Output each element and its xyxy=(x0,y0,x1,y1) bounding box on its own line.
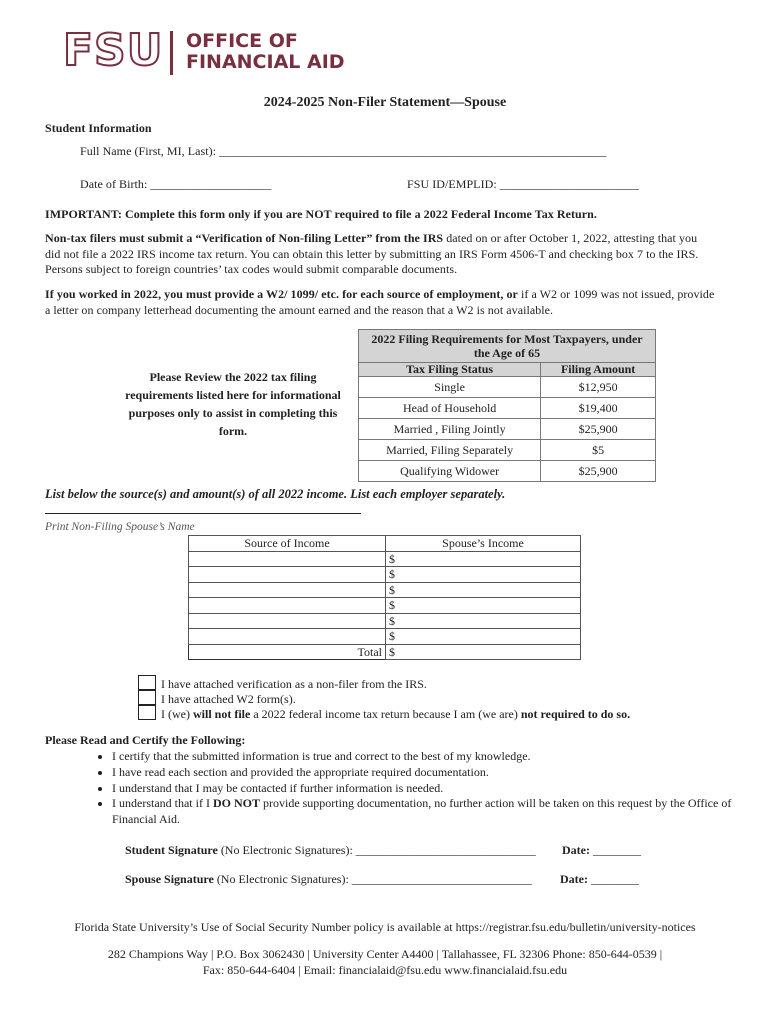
list-item: • I understand that I may be contacted if further information is needed. xyxy=(112,781,737,797)
filing-amount: $19,400 xyxy=(541,398,656,419)
amount-input[interactable] xyxy=(386,567,581,583)
total-amount[interactable] xyxy=(386,644,581,660)
student-signature-label: Student Signature xyxy=(125,843,218,857)
filing-amount: $25,900 xyxy=(541,419,656,440)
currency-symbol: $ xyxy=(389,644,395,659)
filing-requirements-table xyxy=(358,329,656,482)
table-row xyxy=(189,567,581,583)
col-spouse-income: Spouse’s Income xyxy=(386,536,581,552)
currency-symbol: $ xyxy=(389,551,395,566)
filing-status: Qualifying Widower xyxy=(359,461,541,482)
amount-input[interactable] xyxy=(386,551,581,567)
important-text: : Complete this form only if you are NOT required to file a 2022 Federal Income Tax Return. xyxy=(117,207,597,221)
fsu-id-field[interactable]: FSU ID/EMPLID: _______________________ xyxy=(407,177,639,191)
non-tax-rest: dated on or after October 1, 2022, attesting that you did not file a 2022 IRS income tax return. You can obtain this letter by submitting an IRS Form 4506-T and checking box 7 to the IRS. Persons subject to foreign countries’ tax codes would submit comparable documents. xyxy=(45,231,699,276)
worked-paragraph xyxy=(45,287,715,318)
filing-status: Married, Filing Separately xyxy=(359,440,541,461)
source-input[interactable] xyxy=(189,567,386,583)
important-label: IMPORTANT xyxy=(45,207,118,221)
certify-last-c: provide supporting documentation, no further action will be taken on this request by the Office of Financial Aid. xyxy=(112,796,732,827)
checkbox-label-c: a 2022 federal income tax return because I am (we are) xyxy=(250,707,521,721)
review-note: Please Review the 2022 tax filing requirements listed here for informational purposes only to assist in completing this form. xyxy=(125,370,341,438)
student-signature-row xyxy=(125,843,536,858)
requirements-title: 2022 Filing Requirements for Most Taxpayers, under the Age of 65 xyxy=(359,330,656,363)
col-source-of-income: Source of Income xyxy=(189,536,386,552)
no-esig-note: (No Electronic Signatures): xyxy=(217,843,356,857)
office-name-line1: OFFICE OF xyxy=(186,30,298,52)
form-title: 2024-2025 Non-Filer Statement—Spouse xyxy=(263,95,507,110)
certify-heading: Please Read and Certify the Following: xyxy=(45,733,246,747)
student-signature-field[interactable]: ______________________________ xyxy=(355,843,536,857)
fsu-logo-mark: FSU xyxy=(63,25,164,76)
currency-symbol: $ xyxy=(389,629,395,644)
office-address: 282 Champions Way | P.O. Box 3062430 | University Center A4400 | Tallahassee, FL 32306 Phone: 850-644-0539 | xyxy=(107,947,663,961)
office-name-line2: FINANCIAL AID xyxy=(186,51,345,73)
ssn-policy-note: Florida State University’s Use of Social Security Number policy is available at https://registrar.fsu.edu/bulletin/university-notices xyxy=(74,920,696,934)
spouse-date-row xyxy=(560,872,639,887)
source-input[interactable] xyxy=(189,598,386,614)
table-row xyxy=(189,582,581,598)
date-label: Date: xyxy=(560,872,588,886)
spouse-date-field[interactable]: ________ xyxy=(587,872,639,886)
filing-amount: $5 xyxy=(541,440,656,461)
office-name xyxy=(186,31,345,73)
logo-divider xyxy=(170,31,173,75)
full-name-field[interactable]: Full Name (First, MI, Last): ________________________________________________________________ xyxy=(80,144,607,158)
non-tax-bold: Non-tax filers must submit a “Verification of Non-filing Letter” from the IRS xyxy=(45,231,444,245)
filing-amount: $12,950 xyxy=(541,377,656,398)
table-row xyxy=(189,551,581,567)
currency-symbol: $ xyxy=(389,598,395,613)
filing-status: Single xyxy=(359,377,541,398)
worked-rest: if a W2 or 1099 was not issued, provide a letter on company letterhead documenting the amount earned and the reason that a W2 is not available. xyxy=(45,287,715,317)
student-date-field[interactable]: ________ xyxy=(589,843,641,857)
table-row xyxy=(189,629,581,645)
certify-last-a: I understand that if I xyxy=(112,796,213,811)
table-row xyxy=(189,613,581,629)
non-tax-paragraph xyxy=(45,231,715,278)
amount-input[interactable] xyxy=(386,598,581,614)
certify-list xyxy=(92,749,737,828)
list-item xyxy=(112,796,737,828)
print-spouse-name-label: Print Non-Filing Spouse’s Name xyxy=(45,521,195,533)
date-of-birth-field[interactable]: Date of Birth: ____________________ xyxy=(80,177,272,191)
checkbox-label-d: not required to do so. xyxy=(520,707,631,721)
student-info-heading: Student Information xyxy=(45,121,152,135)
irs-verification-checkbox[interactable] xyxy=(138,675,156,690)
source-input[interactable] xyxy=(189,629,386,645)
col-tax-filing-status: Tax Filing Status xyxy=(359,363,541,377)
spouse-signature-row xyxy=(125,872,532,887)
filing-status: Head of Household xyxy=(359,398,541,419)
list-item: • I have read each section and provided the appropriate required documentation. xyxy=(112,765,737,781)
list-item: • I certify that the submitted information is true and correct to the best of my knowledge. xyxy=(112,749,737,765)
student-date-row xyxy=(562,843,641,858)
currency-symbol: $ xyxy=(389,582,395,597)
no-esig-note: (No Electronic Signatures): xyxy=(213,872,352,886)
will-not-file-checkbox[interactable] xyxy=(138,705,156,720)
date-label: Date: xyxy=(562,843,590,857)
spouse-signature-field[interactable]: ______________________________ xyxy=(351,872,532,886)
checkbox-label: I have attached verification as a non-filer from the IRS. xyxy=(161,677,427,691)
worked-bold: If you worked in 2022, you must provide a W2/ 1099/ etc. for each source of employment, or xyxy=(45,287,518,301)
income-list-heading: List below the source(s) and amount(s) of all 2022 income. List each employer separately. xyxy=(45,487,506,501)
amount-input[interactable] xyxy=(386,613,581,629)
income-table xyxy=(188,535,581,660)
table-row xyxy=(189,598,581,614)
source-input[interactable] xyxy=(189,582,386,598)
certify-last-b: DO NOT xyxy=(212,796,260,811)
checkbox-label: I have attached W2 form(s). xyxy=(161,692,296,706)
total-label: Total xyxy=(357,644,382,659)
checkbox-row-not-file xyxy=(138,705,630,722)
amount-input[interactable] xyxy=(386,629,581,645)
office-contact: Fax: 850-644-6404 | Email: financialaid@fsu.edu www.financialaid.fsu.edu xyxy=(202,963,568,977)
source-input[interactable] xyxy=(189,551,386,567)
spouse-signature-label: Spouse Signature xyxy=(125,872,214,886)
filing-amount: $25,900 xyxy=(541,461,656,482)
amount-input[interactable] xyxy=(386,582,581,598)
currency-symbol: $ xyxy=(389,567,395,582)
checkbox-label-a: I (we) xyxy=(161,707,193,721)
important-notice xyxy=(45,207,715,223)
w2-attached-checkbox[interactable] xyxy=(138,690,156,705)
col-filing-amount: Filing Amount xyxy=(541,363,656,377)
filing-status: Married , Filing Jointly xyxy=(359,419,541,440)
source-input[interactable] xyxy=(189,613,386,629)
spouse-name-line[interactable] xyxy=(45,513,361,514)
checkbox-label-b: will not file xyxy=(192,707,251,721)
currency-symbol: $ xyxy=(389,613,395,628)
